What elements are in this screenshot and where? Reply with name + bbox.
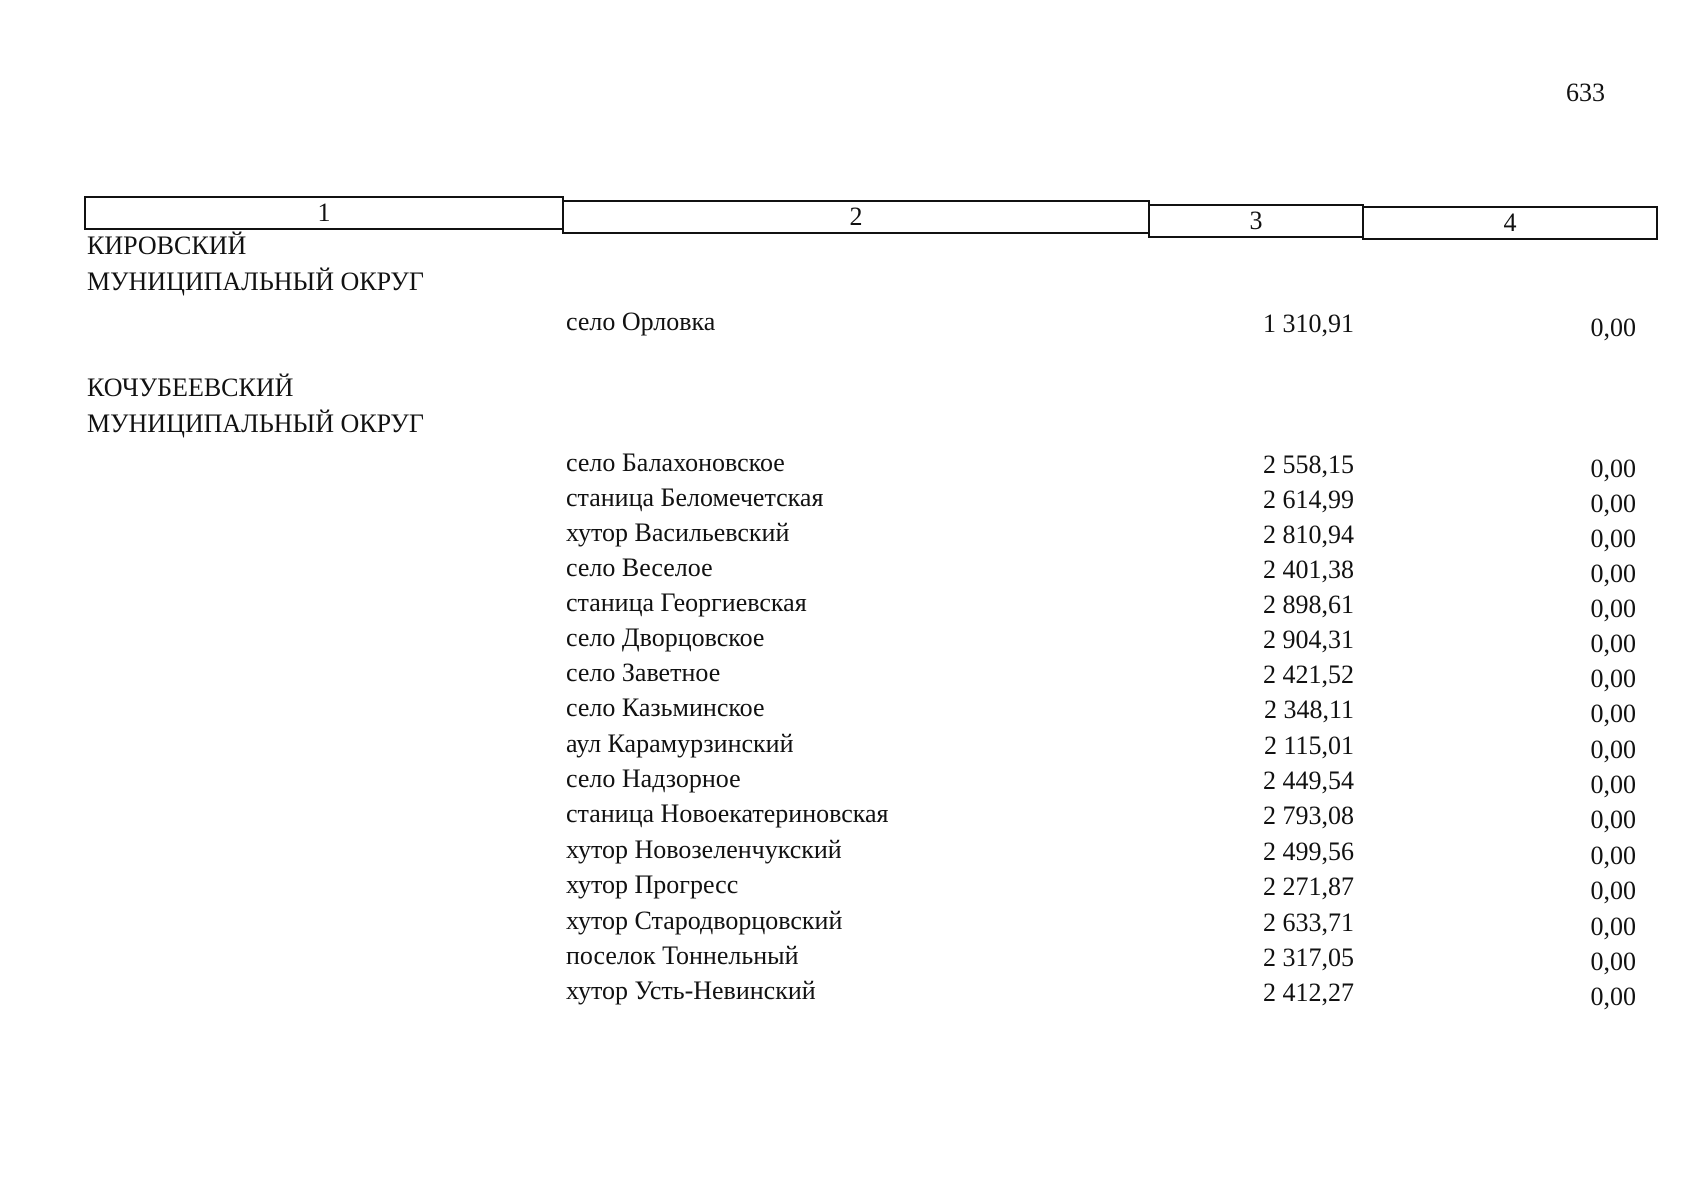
value-cell: 2 898,61: [1263, 590, 1354, 619]
settlement-name: село Балахоновское: [566, 448, 785, 477]
amount-cell: 0,00: [1590, 699, 1636, 728]
settlement-name: село Казьминское: [566, 693, 765, 722]
amount-cell: 0,00: [1590, 524, 1636, 553]
column-header-1: 1: [84, 196, 564, 230]
page-number: 633: [1566, 78, 1605, 107]
table-row: [0, 690, 1696, 726]
table-row: [0, 585, 1696, 621]
value-cell: 2 810,94: [1263, 520, 1354, 549]
amount-cell: 0,00: [1590, 489, 1636, 518]
settlement-name: село Заветное: [566, 658, 721, 687]
value-cell: 2 904,31: [1263, 625, 1354, 654]
settlement-name: поселок Тоннельный: [566, 941, 799, 970]
table-row: [0, 796, 1696, 832]
amount-cell: 0,00: [1590, 770, 1636, 799]
group-title-line1: КОЧУБЕЕВСКИЙ: [87, 373, 294, 402]
table-row: [0, 304, 1696, 340]
amount-cell: 0,00: [1590, 841, 1636, 870]
settlement-name: станица Новоекатериновская: [566, 799, 889, 828]
table-row: [0, 550, 1696, 586]
settlement-name: хутор Стародворцовский: [566, 906, 843, 935]
column-header-2: 2: [562, 200, 1150, 234]
amount-cell: 0,00: [1590, 629, 1636, 658]
settlement-name: аул Карамурзинский: [566, 729, 794, 758]
value-cell: 2 271,87: [1263, 872, 1354, 901]
amount-cell: 0,00: [1590, 559, 1636, 588]
value-cell: 2 348,11: [1263, 695, 1354, 724]
value-cell: 2 401,38: [1263, 555, 1354, 584]
amount-cell: 0,00: [1590, 912, 1636, 941]
column-header-4: 4: [1362, 206, 1658, 240]
table-row: [0, 515, 1696, 551]
settlement-name: село Веселое: [566, 553, 713, 582]
amount-cell: 0,00: [1590, 664, 1636, 693]
table-row: [0, 867, 1696, 903]
amount-cell: 0,00: [1590, 454, 1636, 483]
table-row: [0, 938, 1696, 974]
value-cell: 2 421,52: [1263, 660, 1354, 689]
column-header-3: 3: [1148, 204, 1364, 238]
settlement-name: хутор Усть-Невинский: [566, 976, 816, 1005]
table-row: [0, 832, 1696, 868]
group-title-line1: КИРОВСКИЙ: [87, 231, 247, 260]
amount-cell: 0,00: [1590, 313, 1636, 342]
settlement-name: хутор Прогресс: [566, 870, 739, 899]
settlement-name: село Орловка: [566, 307, 716, 336]
table-row: [0, 655, 1696, 691]
settlement-name: хутор Васильевский: [566, 518, 790, 547]
value-cell: 2 449,54: [1263, 766, 1354, 795]
value-cell: 1 310,91: [1263, 309, 1354, 338]
table-row: [0, 620, 1696, 656]
settlement-name: станица Георгиевская: [566, 588, 807, 617]
value-cell: 2 499,56: [1263, 837, 1354, 866]
amount-cell: 0,00: [1590, 805, 1636, 834]
amount-cell: 0,00: [1590, 947, 1636, 976]
value-cell: 2 793,08: [1263, 801, 1354, 830]
amount-cell: 0,00: [1590, 982, 1636, 1011]
value-cell: 2 558,15: [1263, 450, 1354, 479]
amount-cell: 0,00: [1590, 594, 1636, 623]
amount-cell: 0,00: [1590, 876, 1636, 905]
table-row: [0, 903, 1696, 939]
group-title-line2: МУНИЦИПАЛЬНЫЙ ОКРУГ: [87, 409, 424, 438]
value-cell: 2 614,99: [1263, 485, 1354, 514]
table-row: [0, 726, 1696, 762]
value-cell: 2 115,01: [1263, 731, 1354, 760]
table-row: [0, 761, 1696, 797]
settlement-name: станица Беломечетская: [566, 483, 824, 512]
value-cell: 2 412,27: [1263, 978, 1354, 1007]
settlement-name: хутор Новозеленчукский: [566, 835, 842, 864]
table-row: [0, 445, 1696, 481]
settlement-name: село Дворцовское: [566, 623, 765, 652]
table-row: [0, 973, 1696, 1009]
settlement-name: село Надзорное: [566, 764, 741, 793]
table-row: [0, 480, 1696, 516]
amount-cell: 0,00: [1590, 735, 1636, 764]
value-cell: 2 633,71: [1263, 908, 1354, 937]
group-title-line2: МУНИЦИПАЛЬНЫЙ ОКРУГ: [87, 267, 424, 296]
value-cell: 2 317,05: [1263, 943, 1354, 972]
